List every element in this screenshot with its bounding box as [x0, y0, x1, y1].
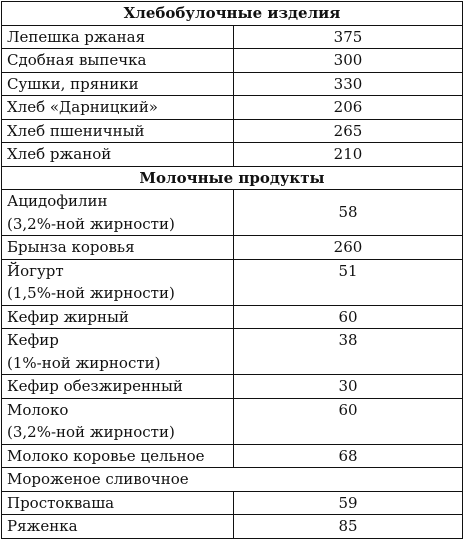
- product-name-line1: Йогурт: [7, 261, 64, 280]
- table-row: [2, 468, 463, 492]
- product-name: Лепешка ржаная: [2, 25, 234, 49]
- section-header-row: [2, 166, 463, 190]
- product-value: 206: [234, 96, 463, 120]
- product-name: Кефир обезжиренный: [2, 375, 234, 399]
- product-value: 30: [234, 375, 463, 399]
- product-name: [2, 190, 234, 236]
- product-value: 51: [234, 259, 463, 305]
- table-row: [2, 515, 463, 539]
- table-row: [2, 119, 463, 143]
- table-row: [2, 25, 463, 49]
- section-header-row: [2, 2, 463, 26]
- product-name: Ряженка: [2, 515, 234, 539]
- table-row: [2, 398, 463, 444]
- table-row: [2, 49, 463, 73]
- product-value: 68: [234, 444, 463, 468]
- product-name: Брынза коровья: [2, 236, 234, 260]
- food-table: [1, 1, 463, 539]
- table-row: [2, 236, 463, 260]
- product-value: 210: [234, 143, 463, 167]
- product-name: [2, 398, 234, 444]
- product-value: 38: [234, 329, 463, 375]
- product-value: 60: [234, 398, 463, 444]
- product-name: Мороженое сливочное: [2, 468, 463, 492]
- product-name-line1: Кефир: [7, 331, 59, 349]
- product-name-line2: (3,2%-ной жирности): [7, 214, 175, 233]
- product-value: 59: [234, 491, 463, 515]
- product-name: Хлеб пшеничный: [2, 119, 234, 143]
- product-name-line2: (3,2%-ной жирности): [7, 423, 175, 441]
- product-name-line1: Ацидофилин: [7, 192, 108, 210]
- product-name-line1: Молоко: [7, 400, 69, 419]
- table-row: [2, 375, 463, 399]
- product-value: 58: [234, 190, 463, 236]
- table-row: [2, 143, 463, 167]
- product-name: [2, 329, 234, 375]
- section-title-bakery: Хлебобулочные изделия: [2, 2, 463, 26]
- product-value: 260: [234, 236, 463, 260]
- product-value: 85: [234, 515, 463, 539]
- product-name-line2: (1%-ной жирности): [7, 353, 161, 372]
- table-row: [2, 72, 463, 96]
- product-value: 60: [234, 305, 463, 329]
- product-name: Сдобная выпечка: [2, 49, 234, 73]
- table-row: [2, 190, 463, 236]
- section-title-dairy: Молочные продукты: [2, 166, 463, 190]
- product-value: 300: [234, 49, 463, 73]
- product-name: [2, 259, 234, 305]
- table-row: [2, 444, 463, 468]
- product-value: 330: [234, 72, 463, 96]
- product-name: Хлеб «Дарницкий»: [2, 96, 234, 120]
- product-name: Сушки, пряники: [2, 72, 234, 96]
- product-value: 375: [234, 25, 463, 49]
- product-name: Молоко коровье цельное: [2, 444, 234, 468]
- product-value: 265: [234, 119, 463, 143]
- table-row: [2, 259, 463, 305]
- table-row: [2, 491, 463, 515]
- table-row: [2, 96, 463, 120]
- table-row: [2, 329, 463, 375]
- product-name-line2: (1,5%-ной жирности): [7, 284, 175, 302]
- table-row: [2, 305, 463, 329]
- product-name: Хлеб ржаной: [2, 143, 234, 167]
- product-name: Кефир жирный: [2, 305, 234, 329]
- product-name: Простокваша: [2, 491, 234, 515]
